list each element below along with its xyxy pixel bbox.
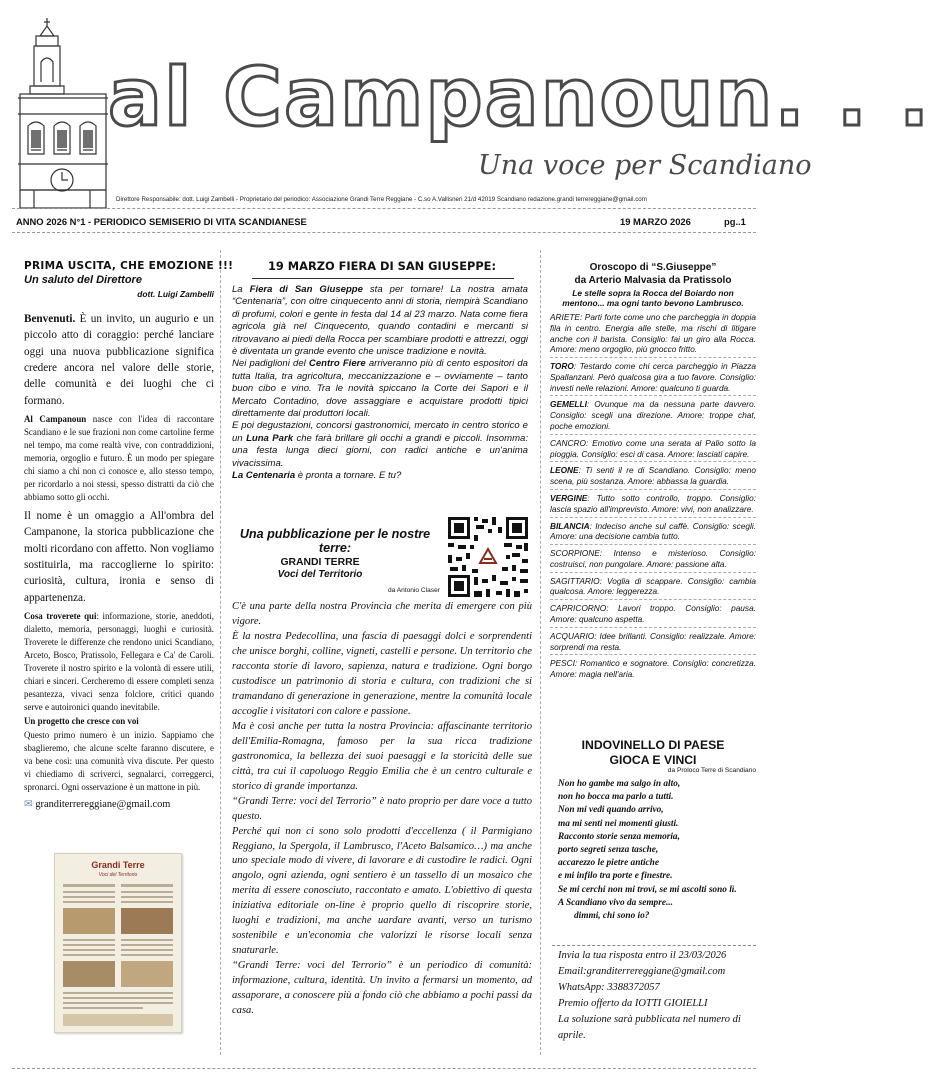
bold-run: Luna Park — [246, 432, 294, 444]
sign-name: SCORPIONE — [550, 548, 600, 559]
horoscope-sign — [550, 493, 756, 518]
article-paragraph: Il nome è un omaggio a All'ombra del Campanone, la storica pubblicazione che molti ricordano con affetto. Non vogliamo sostituirla, ma raccoglierne lo spirito: curiosità, cultura, ironia e senso di appartenenza. — [24, 510, 214, 604]
article-paragraph — [24, 413, 214, 504]
bold-run: Centro Fiere — [308, 358, 366, 370]
horoscope-tagline: Le stelle sopra la Rocca del Boiardo non mentono... ma ogni tanto bevono Lambrusco. — [562, 288, 744, 309]
issue-bar — [16, 214, 756, 228]
column-divider-2 — [540, 250, 541, 1055]
promo-publication-subtitle: Voci del Territorio — [277, 569, 363, 580]
horoscope-sign — [550, 361, 756, 396]
horoscope-sign — [550, 438, 756, 463]
promo-publication-name: GRANDI TERRE — [280, 557, 360, 568]
publication-thumbnail — [54, 853, 182, 1033]
sign-text: : Romantico e sognatore. Consiglio: concretizza. Amore: magia nell'aria. — [550, 658, 756, 680]
paragraph-text: : informazione, storie, aneddoti, dialetto, memoria, personaggi, luoghi e curiosità. Troverete le differenze che rendono unici Scandiano, Arceto, Bosco, Pratissolo, Fellegara e Ca' de Caroli. Troverete il nostro spirito e la volontà di essere utili, chiari e sinceri. Cercheremo di essere completi senza pesantezza, vivaci senza folclore, critici quando serve e autoironici quando inevitabile. — [24, 611, 214, 713]
text-run: La — [232, 284, 250, 295]
fair-article-heading: 19 MARZO FIERA DI SAN GIUSEPPE: — [267, 259, 497, 273]
lead-word: Cosa troverete qui — [24, 611, 97, 622]
article-paragraph — [232, 420, 528, 470]
sign-name: SAGITTARIO — [550, 575, 600, 586]
header-divider-bottom — [12, 232, 756, 233]
prize-sponsor: Premio offerto da IOTTI GIOIELLI — [558, 997, 708, 1009]
sign-text: : Voglia di scappare. Consiglio: cambia qualcosa. Amore: leggerezza. — [550, 575, 756, 597]
sign-text: : Parti forte come uno che parcheggia in doppia fila in centro. Energia alle stelle, ma rischi di litigare anche con il barista. Consiglio: fai un giro alla Rocca. Amore: meno orgoglio, più gnocco fritto. — [550, 312, 756, 355]
article-paragraph — [24, 311, 214, 409]
sign-text: : Intenso e misterioso. Consiglio: costruisci, non pungolare. Amore: passione alta. — [550, 548, 756, 569]
lead-word: Al Campanoun — [24, 414, 87, 425]
email-text[interactable]: granditerrereggiane@gmail.com — [35, 799, 171, 811]
article-paragraph — [232, 358, 528, 420]
text-run: sta per tornare! La nostra amata “Centenaria”, con oltre cinquecento anni di storia, riempirà Scandiano di profumi, colori e gente in festa dal 14 al 23 marzo. Nata come fiera agricola già nel Cinquecento, quando contadini e mercanti si ritrovavano ai piedi della Rocca per scambiare prodotti e attrezzi, oggi è diventata un grande evento che unisce tradizione e novità. — [232, 284, 528, 358]
heading-underline — [252, 278, 514, 279]
contest-whatsapp[interactable]: WhatsApp: 3388372057 — [558, 981, 660, 993]
horoscope-sign — [550, 548, 756, 573]
article-paragraph: Perché qui non ci sono solo prodotti d'eccellenza ( il Parmigiano Reggiano, la Spergola, il Lambrusco, l'Aceto Balsamico…) ma anche uno speciale modo di vivere, di lavorare e di custodire le radici. Ogni angolo, ogni azienda, ogni sentiero è un tassello di un mosaico che merita di essere conosciuto, raccontato e amato. L'obiettivo di questa iniziativa editoriale on-line è proprio quello di riscoprire storie, luoghi e tradizioni, ma anche uardare avanti, verso un turismo sostenibile e un'economia che valorizzi le risorse locali senza snaturarle. — [232, 825, 532, 957]
riddle-contest-info — [558, 948, 758, 1044]
sign-name: ACQUARIO — [550, 630, 595, 641]
thumbnail-subtitle: Voci del Territorio — [98, 872, 138, 878]
riddle-divider — [552, 945, 756, 946]
article-paragraph — [24, 610, 214, 714]
footer-divider — [12, 1068, 756, 1069]
riddle-heading: INDOVINELLO DI PAESE — [581, 738, 725, 752]
article-title: PRIMA USCITA, CHE EMOZIONE !!! — [24, 260, 234, 272]
riddle-line: Non ho gambe ma salgo in alto, — [558, 779, 681, 789]
sign-text: : Ovunque ma da nessuna parte davvero. Consiglio: scegli una direzione. Amore: troppe chat, poche emozioni. — [550, 399, 756, 432]
sign-text: : Lavori troppo. Consiglio: pausa. Amore: qualcuno aspetta. — [550, 603, 756, 624]
section-heading: Un progetto che cresce con voi — [24, 716, 139, 727]
sign-name: ARIETE — [550, 312, 580, 322]
riddle-line: Se mi cerchi non mi trovi, se mi ascolti sono lì. — [558, 884, 737, 895]
horoscope-author: da Arterio Malvasia da Pratissolo — [574, 275, 732, 286]
lead-word: Benvenuti. — [24, 313, 76, 325]
text-run: arriveranno più di cento espositori da tutta Italia, tra agricoltura, meccanizzazione e – ovviamente – tanto buon cibo e vino. Tra le novità spiccano la Corte dei Sapori e il Mercato Contadino, dove assaggiare e acquistare prodotti tipici direttamente dai produttori locali. — [232, 358, 528, 420]
article-paragraph: C'è una parte della nostra Provincia che merita di emergere con più vigore. — [232, 601, 532, 627]
horoscope-sign — [550, 658, 756, 682]
horoscope-sign — [550, 576, 756, 601]
article-paragraph: Ma è così anche per tutta la nostra Provincia: affascinante territorio dell'Emilia-Romagna, famoso per la sua ricca tradizione gastronomica, la bellezza dei suoi paesaggi e la storicità delle sue città, tra cui il capoluogo Reggio Emilia che è un centro culturale e storico di grande importanza. — [232, 720, 532, 792]
article-paragraph: È la nostra Pedecollina, una fascia di paesaggi dolci e sorprendenti che unisce borghi, colline, vigneti, castelli e persone. Un territorio che racconta storie di lavoro, sapienza, natura e tradizione. Ogni borgo custodisce un patrimonio di storia e cultura, con tradizioni che si tramandano di generazione in generazione, mentre la comunità locale accoglie i visitatori con calore e passione. — [232, 630, 532, 717]
riddle-line: ma mi senti nei momenti giusti. — [558, 818, 679, 829]
riddle-text — [558, 778, 756, 923]
riddle-sponsor: da Proloco Terre di Scandiano — [667, 767, 756, 774]
sign-name: TORO — [550, 361, 574, 372]
sign-text: : Testardo come chi cerca parcheggio in Piazza Spallanzani. Però qualcosa gira a tuo favore. Consiglio: investi nelle relazioni. Amore: qualcuno ti guarda. — [550, 361, 756, 393]
issue-date: 19 MARZO 2026 — [620, 216, 691, 227]
riddle-line: Racconto storie senza memoria, — [558, 831, 680, 842]
column-divider-1 — [220, 250, 221, 1055]
grandi-terre-article-body — [232, 600, 532, 1019]
sign-name: CANCRO — [550, 437, 586, 448]
riddle-line: Non mi vedi quando arrivo, — [558, 805, 664, 816]
qr-code-icon[interactable] — [446, 515, 530, 599]
header-divider-top — [12, 208, 756, 209]
contact-email[interactable] — [24, 798, 214, 810]
article-paragraph — [232, 470, 528, 482]
horoscope-sign — [550, 312, 756, 358]
solution-note: La soluzione sarà pubblicata nel numero di aprile. — [558, 1013, 741, 1041]
fair-article-body — [232, 284, 528, 483]
bold-run: Fiera di San Giuseppe — [249, 284, 363, 295]
horoscope-list — [550, 312, 756, 685]
page-number: pg..1 — [724, 216, 746, 227]
horoscope-sign — [550, 521, 756, 546]
riddle-subheading: GIOCA E VINCI — [609, 753, 697, 767]
riddle-line: accarezzo le pietre antiche — [558, 858, 659, 869]
deadline-text: Invia la tua risposta entro il 23/03/2026 — [558, 950, 727, 961]
article-paragraph: “Grandi Terre: voci del Terrorio” è nato proprio per dare voce a tutto questo. — [232, 795, 532, 822]
sign-text: : Tutto sotto controllo, troppo. Consiglio: lascia spazio all'imprevisto. Amore: vivi, non analizzare. — [550, 492, 756, 514]
paragraph-text: È un invito, un augurio e un piccolo atto di coraggio: perché lanciare oggi una nuova pubblicazione significa credere ancora nel valore delle storie, delle comunità e dei luoghi che ci formano. — [24, 313, 214, 407]
text-run: Nei padiglioni del — [232, 358, 309, 370]
sign-name: GEMELLI — [550, 399, 587, 410]
article-paragraph — [232, 284, 528, 358]
horoscope-sign — [550, 399, 756, 434]
envelope-icon: ✉ — [24, 799, 33, 811]
text-run: che farà brillare gli occhi a grandi e piccoli. Insomma: una festa lunga dieci giorni, con radici antiche e un'anima vivacissima. — [232, 432, 528, 469]
horoscope-sign — [550, 465, 756, 490]
horoscope-heading: Oroscopo di “S.Giuseppe” — [589, 262, 717, 273]
article-paragraph: Questo primo numero è un inizio. Sappiamo che sbaglieremo, che alcune scelte faranno discutere, e va bene così: una comunità viva discute. Per questo vi chiediamo di scriverci, segnalarci, correggerci, spronarci. Ogni osservazione è un mattone in più. — [24, 730, 214, 793]
sign-name: PESCI — [550, 658, 575, 669]
director-greeting-article — [24, 260, 234, 811]
text-run: è pronta a tornare. E tu? — [295, 470, 402, 482]
article-subtitle: Un saluto del Direttore — [24, 274, 142, 286]
promo-title: Una pubblicazione per le nostre terre: — [239, 527, 431, 555]
bell-tower-illustration — [14, 14, 110, 210]
bold-run: La Centenaria — [232, 470, 296, 482]
riddle-line: dimmi, chi sono io? — [574, 910, 650, 921]
issue-info: ANNO 2026 N°1 - PERIODICO SEMISERIO DI VITA SCANDIANESE — [16, 216, 307, 227]
director-line: Direttore Responsabile: dott. Luigi Zambelli - Proprietario del periodico: Associazione Grandi Terre Reggiane - C.so A.Vallisneri 21/d 42019 Scandiano redazione.grandi terrereggiane@gmail.com — [116, 196, 647, 203]
riddle-line: A Scandiano vivo da sempre... — [558, 897, 673, 908]
riddle-line: non ho bocca ma parlo a tutti. — [558, 792, 674, 803]
thumbnail-title: Grandi Terre — [91, 860, 145, 870]
sign-text: : Emotivo come una serata al Palio sotto la pioggia. Consiglio: esci di casa. Amore: lasciati capire. — [550, 437, 756, 459]
article-paragraph: “Grandi Terre: voci del Terrorio” è un periodico di comunità: informazione, cultura, identità. Un invito a fermarsi un momento, ad assaporare, a conoscere più a fondo ciò che abbiamo a pochi passi da casa. — [232, 960, 532, 1017]
contest-email[interactable]: Email:granditerrereggiane@gmail.com — [558, 965, 726, 977]
horoscope-sign — [550, 631, 756, 656]
newspaper-title: al Campanoun. . . — [108, 51, 931, 144]
thumbnail-graphic — [55, 854, 181, 1032]
sign-text: : Idee brillanti. Consiglio: realizzale. Amore: sorprendi ma resta. — [550, 630, 756, 652]
text-run: E poi degustazioni, concorsi gastronomici, mercato in centro storico e un — [232, 420, 528, 444]
riddle-line: e mi infilo tra porte e finestre. — [558, 871, 673, 882]
sign-text: : Indeciso anche sul caffè. Consiglio: scegli. Amore: una decisione cambia tutto. — [550, 520, 756, 542]
sign-name: VERGINE — [550, 492, 588, 503]
article-author: dott. Luigi Zambelli — [137, 289, 214, 299]
paragraph-text: nasce con l'idea di raccontare Scandiano e le sue frazioni non come cartoline ferme nel tempo, ma come realtà vive, con contraddizioni, memoria, orgoglio e futuro. È un modo per spiegare chi siamo a chi non ci conosce e, allo stesso tempo, per ricordarlo a noi stessi, spesso distratti da ciò che abbiamo sotto gli occhi. — [24, 414, 214, 503]
newspaper-subtitle: Una voce per Scandiano — [478, 150, 812, 181]
sign-name: LEONE — [550, 465, 579, 476]
promo-author: da Antonio Claser — [387, 587, 440, 594]
riddle-line: porto segreti senza tasche, — [558, 844, 659, 855]
sign-name: CAPRICORNO — [550, 603, 607, 614]
sign-text: : Ti senti il re di Scandiano. Consiglio: meno scena, più sostanza. Amore: abbassa la guardia. — [550, 465, 756, 487]
sign-name: BILANCIA — [550, 520, 590, 531]
horoscope-sign — [550, 603, 756, 628]
